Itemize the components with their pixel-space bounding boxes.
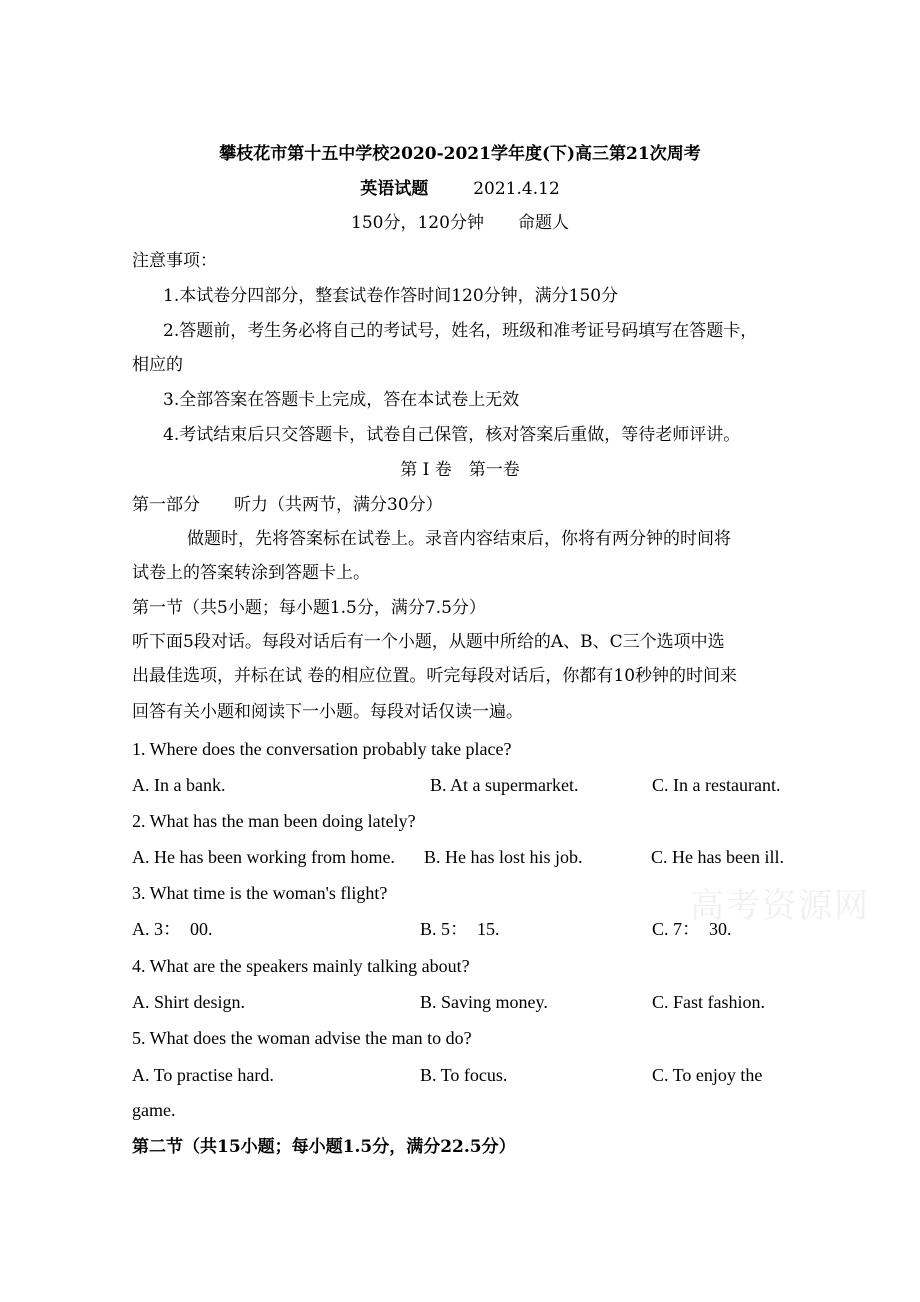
instruction: 做题时，先将答案标在试卷上。录音内容结束后，你将有两分钟的时间将 (187, 529, 731, 549)
exam-meta: 150分，120分钟 命题人 (351, 213, 569, 233)
option-c: C. 7： 30. (652, 919, 732, 939)
section2-heading: 第二节（共15小题；每小题1.5分，满分22.5分） (132, 1137, 516, 1157)
option-a: A. To practise hard. (132, 1065, 274, 1085)
option-b: B. 5： 15. (420, 919, 500, 939)
notice-item: 相应的 (132, 355, 183, 375)
part1-heading: 第一部分 听力（共两节，满分30分） (132, 495, 443, 515)
option-b: B. He has lost his job. (424, 847, 583, 867)
question: 2. What has the man been doing lately? (132, 811, 416, 831)
watermark: 高考资源网 (690, 886, 870, 926)
exam-title: 攀枝花市第十五中学校2020-2021学年度(下)高三第21次周考 (219, 144, 701, 164)
notice-item: 4.考试结束后只交答题卡，试卷自己保管，核对答案后重做，等待老师评讲。 (163, 425, 741, 445)
question: 4. What are the speakers mainly talking about? (132, 956, 470, 976)
notice-item: 1.本试卷分四部分，整套试卷作答时间120分钟，满分150分 (163, 286, 619, 306)
option-a: A. He has been working from home. (132, 847, 395, 867)
subtitle (0, 178, 920, 200)
section1-instruction: 听下面5段对话。每段对话后有一个小题，从题中所给的A、B、C三个选项中选 (132, 632, 725, 652)
section1-heading: 第一节（共5小题；每小题1.5分，满分7.5分） (132, 598, 486, 618)
option-c: C. In a restaurant. (652, 775, 781, 795)
option-c-continued: game. (132, 1100, 176, 1120)
option-a: A. 3： 00. (132, 919, 213, 939)
option-b: B. Saving money. (420, 992, 548, 1012)
question: 1. Where does the conversation probably take place? (132, 739, 512, 759)
option-b: B. To focus. (420, 1065, 508, 1085)
option-c: C. Fast fashion. (652, 992, 766, 1012)
option-c: C. To enjoy the (652, 1065, 763, 1085)
section1-instruction: 回答有关小题和阅读下一小题。每段对话仅读一遍。 (132, 702, 523, 722)
option-b: B. At a supermarket. (430, 775, 579, 795)
instruction: 试卷上的答案转涂到答题卡上。 (132, 563, 370, 583)
notice-item: 2.答题前，考生务必将自己的考试号，姓名，班级和准考证号码填写在答题卡， (163, 321, 758, 341)
section1-instruction: 出最佳选项，并标在试 卷的相应位置。听完每段对话后，你都有10秒钟的时间来 (132, 666, 738, 686)
option-a: A. In a bank. (132, 775, 226, 795)
notice-item: 3.全部答案在答题卡上完成，答在本试卷上无效 (163, 390, 520, 410)
question: 3. What time is the woman's flight? (132, 883, 388, 903)
question: 5. What does the woman advise the man to do? (132, 1028, 472, 1048)
subject: 英语试题 (360, 179, 429, 199)
exam-date: 2021.4.12 (473, 179, 560, 199)
volume-heading: 第 I 卷 第一卷 (400, 460, 520, 480)
notice-heading: 注意事项： (132, 251, 217, 271)
option-c: C. He has been ill. (651, 847, 784, 867)
option-a: A. Shirt design. (132, 992, 246, 1012)
